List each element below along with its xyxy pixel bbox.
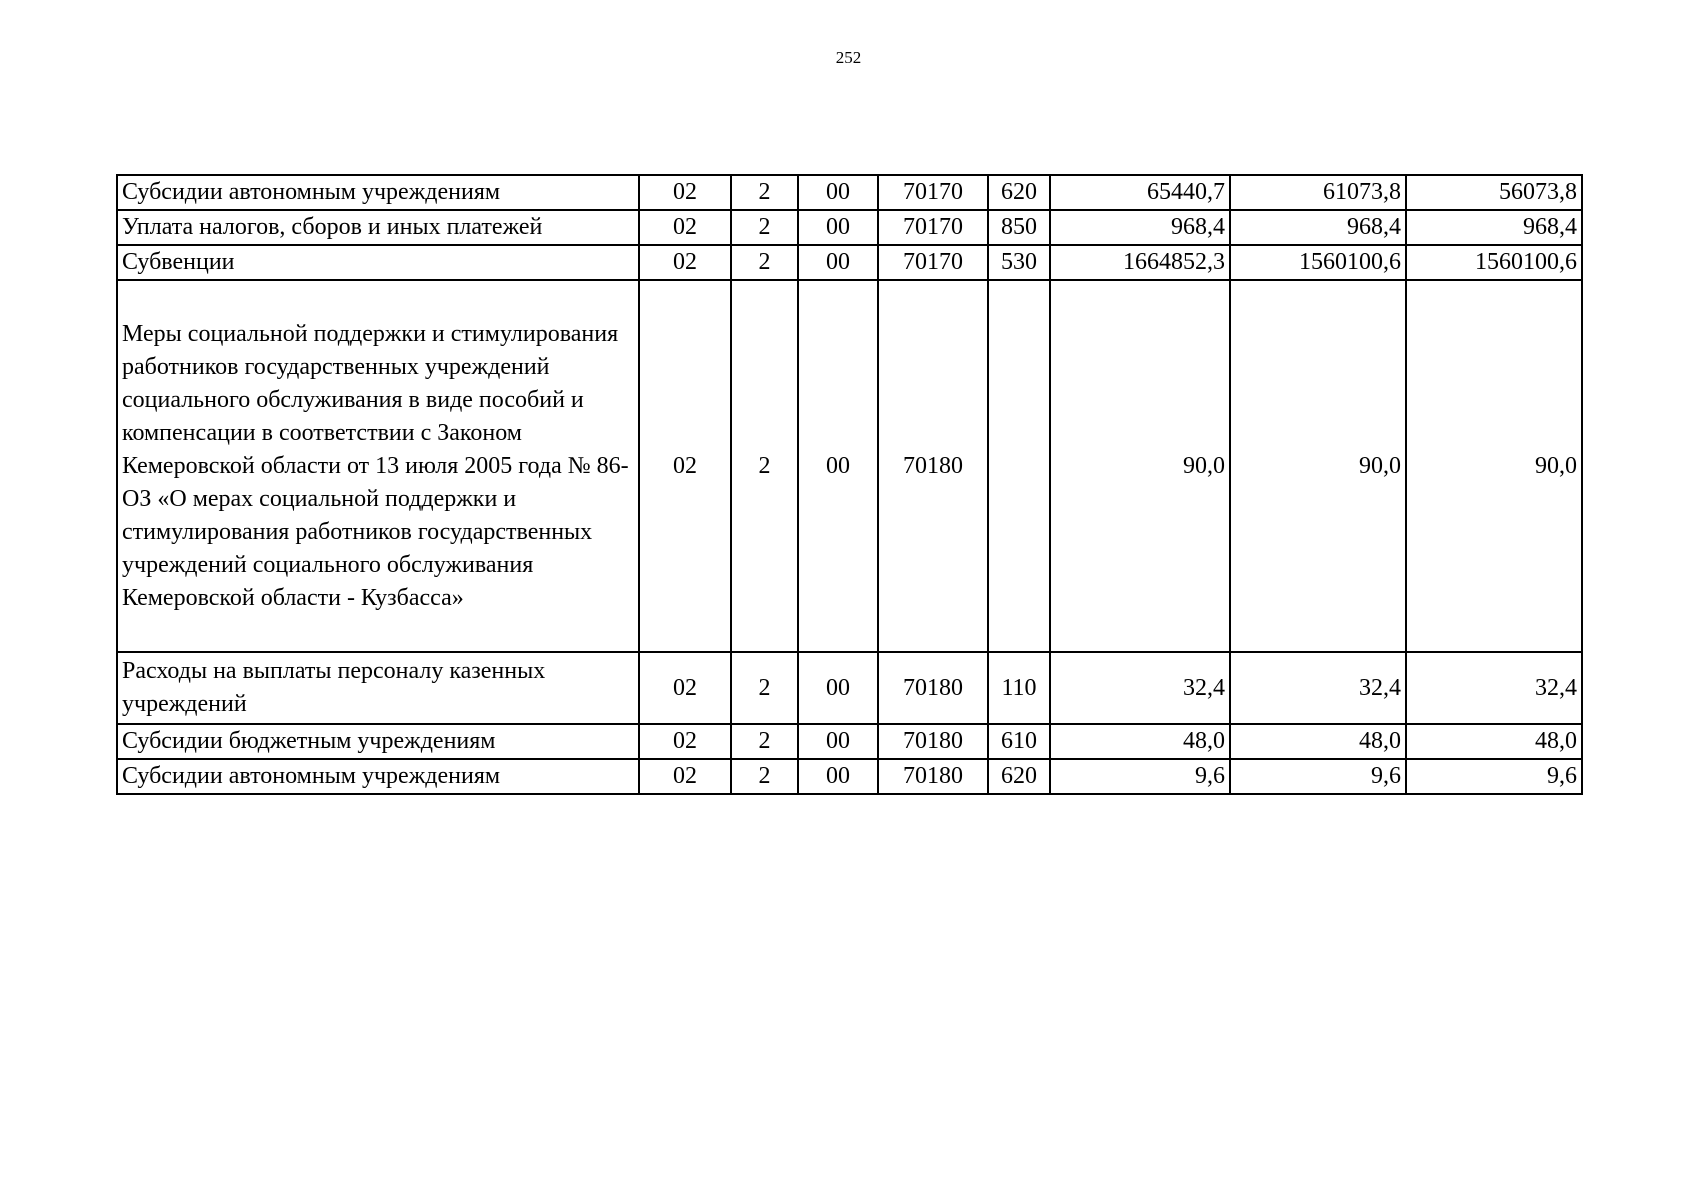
expense-type-cell: 110	[988, 652, 1050, 724]
amount-year3-cell: 90,0	[1406, 280, 1582, 652]
program-cell: 00	[798, 245, 878, 280]
program-cell: 00	[798, 652, 878, 724]
program-cell: 00	[798, 759, 878, 794]
row-name-cell: Меры социальной поддержки и стимулирования работников государственных учреждений социального обслуживания в виде пособий и компенсации в соответствии с Законом Кемеровской области от 13 июля 2005 года № 86-ОЗ «О мерах социальной поддержки и стимулирования работников государственных учреждений социального обслуживания Кемеровской области - Кузбасса»	[117, 280, 639, 652]
amount-year3-cell: 9,6	[1406, 759, 1582, 794]
item-cell: 70170	[878, 175, 988, 210]
table-row	[117, 759, 1582, 794]
section-cell: 02	[639, 245, 731, 280]
expense-type-cell: 610	[988, 724, 1050, 759]
item-cell: 70180	[878, 724, 988, 759]
subsection-cell: 2	[731, 210, 798, 245]
section-cell: 02	[639, 652, 731, 724]
subsection-cell: 2	[731, 175, 798, 210]
row-name-cell: Расходы на выплаты персоналу казенных учреждений	[117, 652, 639, 724]
amount-year1-cell: 968,4	[1050, 210, 1230, 245]
amount-year2-cell: 9,6	[1230, 759, 1406, 794]
item-cell: 70170	[878, 245, 988, 280]
amount-year1-cell: 48,0	[1050, 724, 1230, 759]
row-name-cell: Субвенции	[117, 245, 639, 280]
section-cell: 02	[639, 759, 731, 794]
amount-year3-cell: 56073,8	[1406, 175, 1582, 210]
amount-year2-cell: 90,0	[1230, 280, 1406, 652]
subsection-cell: 2	[731, 245, 798, 280]
expense-type-cell	[988, 280, 1050, 652]
program-cell: 00	[798, 280, 878, 652]
row-name-cell: Субсидии автономным учреждениям	[117, 175, 639, 210]
amount-year3-cell: 48,0	[1406, 724, 1582, 759]
item-cell: 70180	[878, 759, 988, 794]
section-cell: 02	[639, 280, 731, 652]
amount-year1-cell: 65440,7	[1050, 175, 1230, 210]
subsection-cell: 2	[731, 280, 798, 652]
amount-year3-cell: 1560100,6	[1406, 245, 1582, 280]
program-cell: 00	[798, 724, 878, 759]
table-row	[117, 210, 1582, 245]
amount-year2-cell: 968,4	[1230, 210, 1406, 245]
amount-year1-cell: 32,4	[1050, 652, 1230, 724]
expense-type-cell: 850	[988, 210, 1050, 245]
table-row	[117, 724, 1582, 759]
budget-table	[116, 174, 1583, 795]
section-cell: 02	[639, 210, 731, 245]
amount-year2-cell: 48,0	[1230, 724, 1406, 759]
row-name-cell: Уплата налогов, сборов и иных платежей	[117, 210, 639, 245]
section-cell: 02	[639, 175, 731, 210]
program-cell: 00	[798, 210, 878, 245]
table-row	[117, 652, 1582, 724]
table-row	[117, 175, 1582, 210]
expense-type-cell: 620	[988, 175, 1050, 210]
program-cell: 00	[798, 175, 878, 210]
table-row	[117, 280, 1582, 652]
subsection-cell: 2	[731, 759, 798, 794]
table-row	[117, 245, 1582, 280]
expense-type-cell: 530	[988, 245, 1050, 280]
item-cell: 70170	[878, 210, 988, 245]
expense-type-cell: 620	[988, 759, 1050, 794]
amount-year1-cell: 90,0	[1050, 280, 1230, 652]
amount-year3-cell: 968,4	[1406, 210, 1582, 245]
amount-year1-cell: 9,6	[1050, 759, 1230, 794]
subsection-cell: 2	[731, 652, 798, 724]
item-cell: 70180	[878, 280, 988, 652]
amount-year2-cell: 1560100,6	[1230, 245, 1406, 280]
amount-year1-cell: 1664852,3	[1050, 245, 1230, 280]
row-name-cell: Субсидии бюджетным учреждениям	[117, 724, 639, 759]
amount-year2-cell: 32,4	[1230, 652, 1406, 724]
subsection-cell: 2	[731, 724, 798, 759]
section-cell: 02	[639, 724, 731, 759]
item-cell: 70180	[878, 652, 988, 724]
row-name-cell: Субсидии автономным учреждениям	[117, 759, 639, 794]
amount-year2-cell: 61073,8	[1230, 175, 1406, 210]
amount-year3-cell: 32,4	[1406, 652, 1582, 724]
page-number: 252	[835, 48, 862, 67]
